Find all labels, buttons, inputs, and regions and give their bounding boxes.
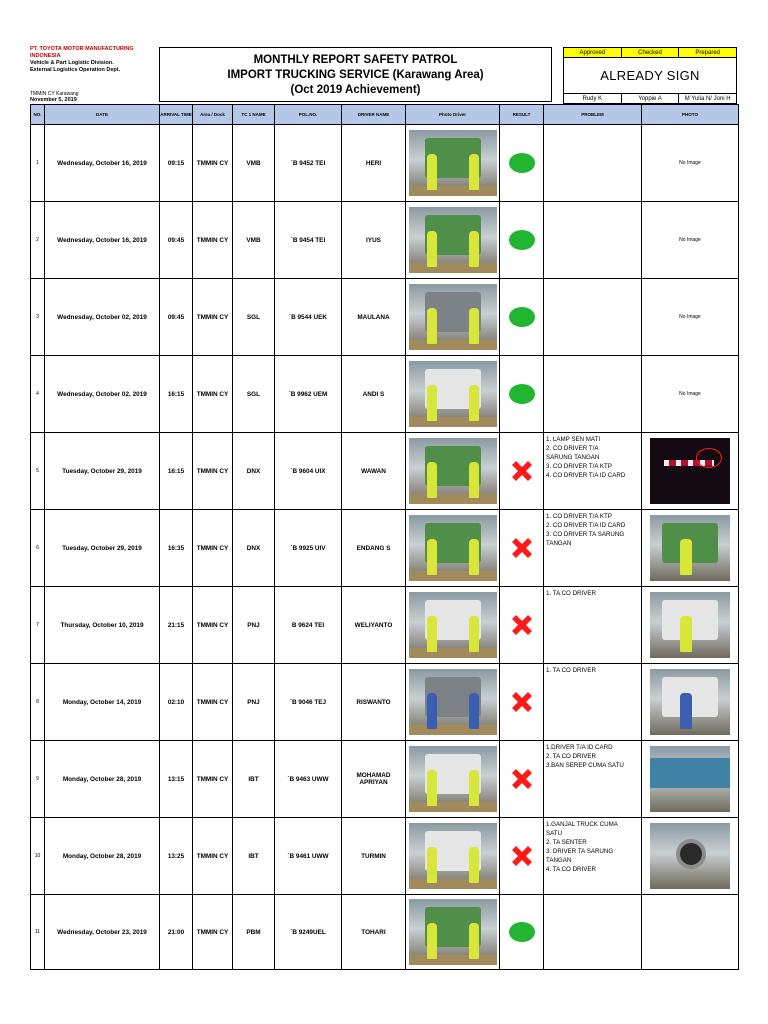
row-problem: 1. CO DRIVER T/A KTP 2. CO DRIVER T/A ID CARD 3. CO DRIVER TA SARUNG TANGAN	[544, 510, 642, 587]
driver-photo	[409, 438, 497, 504]
driver-photo	[409, 284, 497, 350]
report-title	[159, 47, 552, 102]
row-area: TMMIN CY	[193, 664, 233, 741]
checked-name: Yoppie A	[622, 94, 680, 104]
evidence-photo	[650, 669, 730, 735]
table-row	[31, 433, 739, 510]
row-arrival-time: 09:15	[160, 125, 193, 202]
row-no: 5	[31, 433, 45, 510]
evidence-photo	[650, 438, 730, 504]
row-pol-no: `B 9454 TEI	[275, 202, 342, 279]
row-no: 1	[31, 125, 45, 202]
row-area: TMMIN CY	[193, 741, 233, 818]
evidence-photo	[650, 515, 730, 581]
pass-icon	[509, 153, 535, 173]
row-problem: 1.DRIVER T/A ID CARD 2. TA CO DRIVER 3.BAN SEREP CUMA SATU	[544, 741, 642, 818]
row-driver-name: TURMIN	[342, 818, 406, 895]
row-arrival-time: 16:35	[160, 510, 193, 587]
driver-photo	[409, 669, 497, 735]
row-driver-name: IYUS	[342, 202, 406, 279]
title-line1: MONTHLY REPORT SAFETY PATROL	[253, 54, 458, 66]
row-result	[500, 587, 544, 664]
no-image-label: No Image	[679, 314, 701, 320]
row-driver-name: TOHARI	[342, 895, 406, 970]
title-line2: IMPORT TRUCKING SERVICE (Karawang Area)	[227, 69, 484, 81]
row-photo	[642, 433, 739, 510]
row-date: Tuesday, October 29, 2019	[45, 433, 160, 510]
row-tc-name: VMB	[233, 202, 275, 279]
row-date: Wednesday, October 16, 2019	[45, 125, 160, 202]
row-pol-no: `B 9046 TEJ	[275, 664, 342, 741]
row-photo	[642, 279, 739, 356]
col-photo: PHOTO	[642, 105, 739, 125]
row-photo	[642, 356, 739, 433]
fail-icon	[507, 687, 537, 717]
row-no: 11	[31, 895, 45, 970]
row-date: Wednesday, October 23, 2019	[45, 895, 160, 970]
row-photo-driver	[406, 587, 500, 664]
fail-icon	[507, 610, 537, 640]
driver-photo	[409, 361, 497, 427]
row-driver-name: ENDANG S	[342, 510, 406, 587]
no-image-label: No Image	[679, 237, 701, 243]
approval-box	[563, 47, 737, 104]
location-block	[30, 91, 79, 103]
driver-photo	[409, 207, 497, 273]
row-pol-no: `B 9452 TEI	[275, 125, 342, 202]
row-tc-name: SGL	[233, 356, 275, 433]
row-driver-name: ANDI S	[342, 356, 406, 433]
no-image-label: No Image	[679, 391, 701, 397]
row-driver-name: WAWAN	[342, 433, 406, 510]
row-arrival-time: 09:45	[160, 202, 193, 279]
row-photo-driver	[406, 741, 500, 818]
approved-label: Approved	[564, 48, 622, 58]
row-result	[500, 356, 544, 433]
row-date: Monday, October 14, 2019	[45, 664, 160, 741]
row-driver-name: MAULANA	[342, 279, 406, 356]
row-result	[500, 818, 544, 895]
table-row	[31, 356, 739, 433]
row-area: TMMIN CY	[193, 587, 233, 664]
col-arrival-time: ARRIVAL TIME	[160, 105, 193, 125]
pass-icon	[509, 307, 535, 327]
row-date: Thursday, October 10, 2019	[45, 587, 160, 664]
row-arrival-time: 02:10	[160, 664, 193, 741]
row-area: TMMIN CY	[193, 433, 233, 510]
driver-photo	[409, 592, 497, 658]
department-name: External Logistics Operation Dept.	[30, 67, 121, 73]
row-photo	[642, 587, 739, 664]
col-no: NO.	[31, 105, 45, 125]
approved-name: Rudy K	[564, 94, 622, 104]
col-driver-name: DRIVER NAME	[342, 105, 406, 125]
row-photo-driver	[406, 202, 500, 279]
row-problem	[544, 125, 642, 202]
row-driver-name: MOHAMAD APRIYAN	[342, 741, 406, 818]
evidence-photo	[650, 592, 730, 658]
driver-photo	[409, 899, 497, 965]
prepared-name: M Yulia N/ Joni H	[684, 96, 731, 102]
table-row	[31, 510, 739, 587]
checked-label: Checked	[622, 48, 680, 58]
company-info	[30, 46, 158, 74]
row-photo-driver	[406, 818, 500, 895]
row-tc-name: SGL	[233, 279, 275, 356]
row-area: TMMIN CY	[193, 356, 233, 433]
table-row	[31, 895, 739, 970]
no-image-label: No Image	[679, 160, 701, 166]
row-pol-no: B 9624 TEI	[275, 587, 342, 664]
row-arrival-time: 13:15	[160, 741, 193, 818]
row-photo-driver	[406, 279, 500, 356]
col-area-dock: Area / Dock	[193, 105, 233, 125]
row-result	[500, 510, 544, 587]
row-problem	[544, 279, 642, 356]
row-no: 3	[31, 279, 45, 356]
row-area: TMMIN CY	[193, 202, 233, 279]
row-tc-name: PBM	[233, 895, 275, 970]
row-problem	[544, 202, 642, 279]
row-problem: 1. TA CO DRIVER	[544, 664, 642, 741]
row-pol-no: `B 9604 UIX	[275, 433, 342, 510]
row-no: 2	[31, 202, 45, 279]
table-row	[31, 202, 739, 279]
report-date: November 5, 2019	[30, 97, 77, 103]
row-area: TMMIN CY	[193, 895, 233, 970]
row-tc-name: IBT	[233, 741, 275, 818]
driver-photo	[409, 746, 497, 812]
row-result	[500, 741, 544, 818]
patrol-table	[30, 104, 739, 970]
row-problem: 1. LAMP SEN MATI 2. CO DRIVER T/A SARUNG TANGAN 3. CO DRIVER T/A KTP 4. CO DRIVER T/A ID CARD	[544, 433, 642, 510]
row-date: Monday, October 28, 2019	[45, 818, 160, 895]
row-photo	[642, 818, 739, 895]
fail-icon	[507, 841, 537, 871]
row-date: Wednesday, October 02, 2019	[45, 279, 160, 356]
row-driver-name: RISWANTO	[342, 664, 406, 741]
row-arrival-time: 16:15	[160, 433, 193, 510]
row-arrival-time: 13:25	[160, 818, 193, 895]
driver-photo	[409, 515, 497, 581]
table-row	[31, 664, 739, 741]
row-result	[500, 279, 544, 356]
row-date: Tuesday, October 29, 2019	[45, 510, 160, 587]
row-tc-name: PNJ	[233, 664, 275, 741]
row-tc-name: VMB	[233, 125, 275, 202]
location-name: TMMIN CY Karawang	[30, 91, 79, 97]
row-pol-no: `B 9962 UEM	[275, 356, 342, 433]
row-no: 6	[31, 510, 45, 587]
row-date: Wednesday, October 02, 2019	[45, 356, 160, 433]
col-problem: PROBLEM	[544, 105, 642, 125]
row-problem: 1. TA CO DRIVER	[544, 587, 642, 664]
row-photo-driver	[406, 664, 500, 741]
pass-icon	[509, 922, 535, 942]
col-tc-name: TC 1 NAME	[233, 105, 275, 125]
row-photo	[642, 895, 739, 970]
row-pol-no: `B 9461 UWW	[275, 818, 342, 895]
evidence-photo	[650, 746, 730, 812]
row-area: TMMIN CY	[193, 818, 233, 895]
sign-status: ALREADY SIGN	[600, 68, 700, 83]
row-driver-name: HERI	[342, 125, 406, 202]
driver-photo	[409, 130, 497, 196]
row-photo-driver	[406, 125, 500, 202]
row-photo-driver	[406, 433, 500, 510]
row-pol-no: `B 9249UEL	[275, 895, 342, 970]
company-name-line2: INDONESIA	[30, 53, 61, 59]
row-problem	[544, 356, 642, 433]
row-no: 9	[31, 741, 45, 818]
pass-icon	[509, 230, 535, 250]
row-area: TMMIN CY	[193, 279, 233, 356]
row-photo-driver	[406, 895, 500, 970]
row-result	[500, 125, 544, 202]
row-area: TMMIN CY	[193, 125, 233, 202]
row-photo	[642, 202, 739, 279]
row-date: Monday, October 28, 2019	[45, 741, 160, 818]
row-problem	[544, 895, 642, 970]
col-date: DATE	[45, 105, 160, 125]
row-result	[500, 433, 544, 510]
row-no: 4	[31, 356, 45, 433]
row-arrival-time: 21:00	[160, 895, 193, 970]
row-tc-name: IBT	[233, 818, 275, 895]
table-header-row	[31, 105, 739, 125]
table-row	[31, 587, 739, 664]
row-photo	[642, 664, 739, 741]
table-row	[31, 279, 739, 356]
row-pol-no: `B 9463 UWW	[275, 741, 342, 818]
row-arrival-time: 09:45	[160, 279, 193, 356]
company-name-line1: PT. TOYOTA MOTOR MANUFACTURING	[30, 46, 134, 52]
row-result	[500, 202, 544, 279]
row-result	[500, 664, 544, 741]
pass-icon	[509, 384, 535, 404]
row-arrival-time: 16:15	[160, 356, 193, 433]
table-row	[31, 741, 739, 818]
row-tc-name: DNX	[233, 510, 275, 587]
row-photo-driver	[406, 356, 500, 433]
col-photo-driver: Photo Driver	[406, 105, 500, 125]
row-photo	[642, 510, 739, 587]
row-arrival-time: 21:15	[160, 587, 193, 664]
fail-icon	[507, 533, 537, 563]
row-photo-driver	[406, 510, 500, 587]
col-pol-no: POL.NO.	[275, 105, 342, 125]
row-no: 10	[31, 818, 45, 895]
row-driver-name: WELIYANTO	[342, 587, 406, 664]
evidence-photo	[650, 823, 730, 889]
col-result: RESULT	[500, 105, 544, 125]
row-result	[500, 895, 544, 970]
row-no: 7	[31, 587, 45, 664]
prepared-label: Prepared	[679, 48, 736, 58]
row-no: 8	[31, 664, 45, 741]
row-pol-no: `B 9544 UEK	[275, 279, 342, 356]
row-area: TMMIN CY	[193, 510, 233, 587]
row-date: Wednesday, October 16, 2019	[45, 202, 160, 279]
row-pol-no: `B 9925 UIV	[275, 510, 342, 587]
row-problem: 1.GANJAL TRUCK CUMA SATU 2. TA SENTER 3. DRIVER TA SARUNG TANGAN 4. TA CO DRIVER	[544, 818, 642, 895]
row-photo	[642, 125, 739, 202]
title-line3: (Oct 2019 Achievement)	[290, 84, 421, 96]
row-tc-name: PNJ	[233, 587, 275, 664]
row-photo	[642, 741, 739, 818]
table-row	[31, 818, 739, 895]
row-tc-name: DNX	[233, 433, 275, 510]
fail-icon	[507, 764, 537, 794]
driver-photo	[409, 823, 497, 889]
division-name: Vehicle & Part Logistic Division.	[30, 60, 114, 66]
table-row	[31, 125, 739, 202]
fail-icon	[507, 456, 537, 486]
